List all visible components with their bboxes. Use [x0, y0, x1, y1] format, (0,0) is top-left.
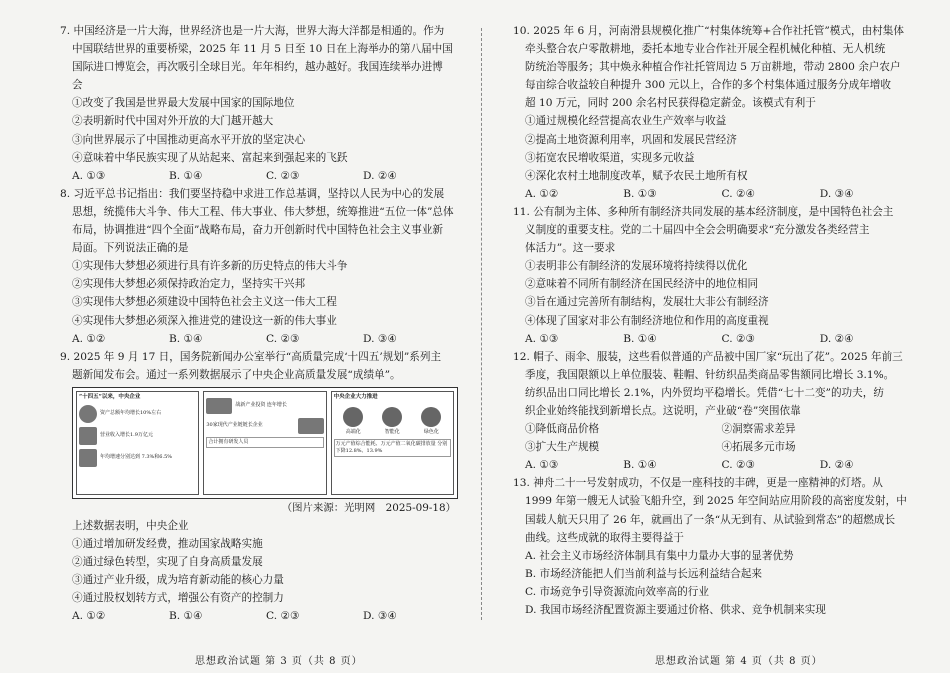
statement-item: ③实现伟大梦想必须建设中国特色社会主义这一伟大工程: [72, 296, 337, 309]
question-12-line: 季度，我国限额以上单位服装、鞋帽、针纺织品类商品零售额同比增长 3.1%。: [525, 368, 895, 381]
panel-title: 中央企业大力推进: [333, 393, 378, 400]
statement-item: ④深化农村土地制度改革，赋予农民土地所有权: [525, 169, 748, 182]
statement-item: ②提高土地资源利用率，巩固和发展民营经济: [525, 133, 737, 146]
factory-photo-icon: [206, 398, 232, 414]
question-10-line: 每亩综合收益较自种提升 300 元以上，合作的多个村集体通过服务分成年增收: [525, 79, 891, 92]
page-footer-right: 思想政治试题 第 4 页（共 8 页）: [655, 656, 823, 667]
question-11-line: 义制度的重要支柱。党的二十届四中全会会明确要求“充分激发各类经营主: [525, 224, 870, 237]
question-10: [513, 22, 918, 203]
option-d[interactable]: D. ③④: [363, 610, 397, 623]
question-13-line: 1999 年第一艘无人试验飞船升空，到 2025 年空间站应用阶段的高密度发射，中: [525, 495, 907, 508]
option-b[interactable]: B. ①④: [623, 332, 657, 345]
question-12-lead: 12. 帽子、雨伞、服装，这些看似普通的产品被中国厂家“玩出了花”。2025 年前三: [513, 350, 903, 363]
question-13-lead: 13. 神舟二十一号发射成功，不仅是一座科技的丰碑，更是一座精神的灯塔。从: [513, 477, 883, 490]
option-a[interactable]: A. ①②: [525, 187, 559, 200]
panel-text: 30家现代产业链链长企业: [206, 422, 263, 429]
option-c[interactable]: C. ②③: [266, 332, 300, 345]
left-column: [60, 22, 460, 626]
infographic-panel-1: [76, 391, 199, 495]
panel-text: 营业收入增长1.9万亿元: [100, 432, 153, 439]
question-9-lead: 9. 2025 年 9 月 17 日，国务院新闻办公室举行“高质量完成‘十四五’规划”系列主: [60, 350, 442, 363]
ship-icon: [343, 407, 363, 427]
question-7-line: 会: [72, 79, 83, 92]
question-12: [513, 348, 918, 475]
statement-item: ③旨在通过完善所有制结构，发展壮大非公有制经济: [525, 296, 769, 309]
question-7-line: 中国联结世界的重要桥梁，2025 年 11 月 5 日至 10 日在上海举办的第八届中国: [72, 43, 453, 56]
statement-item: ①通过规模化经营提高农业生产效率与收益: [525, 115, 727, 128]
option-a[interactable]: A. ①③: [72, 169, 106, 182]
statement-item: ①通过增加研发经费，推动国家战略实施: [72, 538, 263, 551]
question-11: [513, 203, 918, 348]
option-a[interactable]: A. 社会主义市场经济体制具有集中力量办大事的显著优势: [525, 549, 794, 562]
option-d[interactable]: D. ②④: [363, 169, 397, 182]
question-10-lead: 10. 2025 年 6 月，河南滑县规模化推广“村集体统筹+合作社托管”模式，由村集体: [513, 25, 904, 37]
statement-item: ①实现伟大梦想必须进行具有许多新的历史特点的伟大斗争: [72, 260, 348, 273]
statement-item: ②洞察需求差异: [721, 423, 796, 436]
option-a[interactable]: A. ①②: [72, 332, 106, 345]
answer-options: [513, 456, 918, 474]
robot-photo-icon: [298, 418, 324, 434]
statement-item: ④拓展多元市场: [721, 441, 796, 454]
question-8-lead: 8. 习近平总书记指出：我们要坚持稳中求进工作总基调，坚持以人民为中心的发展: [60, 187, 445, 200]
option-a[interactable]: A. ①②: [72, 610, 106, 623]
statement-item: ④通过股权划转方式，增强公有资产的控制力: [72, 592, 284, 605]
question-8-line: 思想，统揽伟大斗争、伟大工程、伟大事业、伟大梦想，统筹推进“五位一体”总体: [72, 205, 454, 218]
question-11-line: 体活力”。这一要求: [525, 242, 616, 255]
statement-item: ④体现了国家对非公有制经济地位和作用的高度重视: [525, 314, 769, 327]
question-8-line: 布局，协调推进“四个全面”战略布局，奋力开创新时代中国特色社会主义事业新: [72, 224, 444, 237]
coin-icon: [79, 427, 97, 445]
smart-item: [382, 407, 402, 436]
statement-item: ②表明新时代中国对外开放的大门越开越大: [72, 115, 274, 128]
growth-icon: [79, 449, 97, 467]
image-source: （图片来源：光明网 2025-09-18）: [281, 501, 456, 514]
question-8-line: 局面。下列说法正确的是: [72, 242, 189, 255]
panel-item: [206, 418, 323, 434]
statement-item: ③向世界展示了中国推动更高水平开放的坚定决心: [72, 133, 306, 146]
column-divider: [481, 28, 482, 620]
question-13-line: 曲线。这些成就的取得主要得益于: [525, 531, 684, 544]
option-d[interactable]: D. ③④: [363, 332, 397, 345]
data-infographic: [72, 387, 458, 499]
question-9-after: 上述数据表明，中央企业: [72, 519, 189, 532]
robot-icon: [382, 407, 402, 427]
question-13: [513, 474, 918, 619]
lightbulb-icon: [421, 407, 441, 427]
question-12-line: 纺织品出口同比增长 2.1%，内外贸均平稳增长。凭借“七十二变”的功夫，纺: [525, 386, 884, 399]
question-10-line: 牵头整合农户零散耕地，委托本地专业合作社开展全程机械化种植、无人机统: [525, 43, 886, 56]
answer-options: [513, 330, 918, 348]
question-7-line: 国际进口博览会，再次吸引全球目光。年年相约，越办越好。我国连续举办进博: [72, 61, 443, 74]
option-b[interactable]: B. ①③: [623, 187, 657, 200]
panel-box: 合计拥有研发人员: [206, 437, 323, 448]
option-b[interactable]: B. 市场经济能把人们当前利益与长远利益结合起来: [525, 567, 762, 580]
green-item: [421, 407, 441, 436]
statement-item: ④意味着中华民族实现了从站起来、富起来到强起来的飞跃: [72, 151, 348, 164]
statement-item: ③扩大生产规模: [525, 441, 600, 454]
question-10-line: 防统治等服务；其中焕永种植合作社托管周边 5 万亩耕地，带动 2800 余户农户: [525, 61, 901, 74]
statement-item: ②实现伟大梦想必须保持政治定力，坚持实干兴邦: [72, 278, 306, 291]
option-a[interactable]: A. ①③: [525, 332, 559, 345]
chart-icon: [79, 405, 97, 423]
question-10-line: 超 10 万元，同时 200 余名村民获得稳定薪金。该模式有利于: [525, 97, 816, 110]
icon-label: 绿色化: [423, 428, 439, 435]
question-9-line: 题新闻发布会。通过一系列数据展示了中央企业高质量发展“成绩单”。: [72, 368, 401, 381]
option-c[interactable]: C. ②③: [721, 459, 755, 472]
icon-row: [334, 407, 451, 436]
answer-options: [60, 167, 460, 185]
statement-item: ①改变了我国是世界最大发展中国家的国际地位: [72, 97, 295, 110]
option-d[interactable]: D. ③④: [819, 187, 854, 200]
icon-label: 智能化: [384, 428, 400, 435]
option-a[interactable]: A. ①③: [525, 459, 559, 472]
question-12-line: 织企业始终能找到新增长点。这说明，产业破“卷”突围依靠: [525, 404, 801, 417]
statement-item: ③通过产业升级，成为培育新动能的核心力量: [72, 574, 284, 587]
option-c[interactable]: C. 市场竞争引导资源流向效率高的行业: [525, 585, 709, 598]
question-11-lead: 11. 公有制为主体、多种所有制经济共同发展的基本经济制度，是中国特色社会主: [513, 205, 894, 218]
statement-item: ④实现伟大梦想必须深入推进党的建设这一新的伟大事业: [72, 314, 337, 327]
option-d[interactable]: D. 我国市场经济配置资源主要通过价格、供求、竞争机制来实现: [525, 604, 826, 616]
infographic-panel-3: [331, 391, 454, 495]
option-c[interactable]: C. ②③: [266, 169, 300, 182]
option-b[interactable]: B. ①④: [169, 332, 203, 345]
option-c[interactable]: C. ②③: [721, 332, 755, 345]
panel-text: 年均增速分别达到 7.3%和6.5%: [100, 454, 172, 461]
icon-label: 高端化: [345, 428, 361, 435]
question-13-line: 国载人航天只用了 26 年，就画出了一条“从无到有、从试验到常态”的超燃成长: [525, 513, 896, 526]
panel-text: 战新产业投资 连年增长: [235, 402, 287, 409]
question-8: [60, 185, 460, 348]
question-7-lead: 7. 中国经济是一片大海，世界经济也是一片大海，世界大海大洋都是相通的。作为: [60, 25, 445, 37]
option-b[interactable]: B. ①④: [169, 169, 203, 182]
panel-item: [206, 398, 323, 414]
question-9: [60, 348, 460, 626]
answer-options: [60, 607, 460, 625]
statement-item: ②通过绿色转型，实现了自身高质量发展: [72, 556, 263, 569]
statement-item: ②意味着不同所有制经济在国民经济中的地位相同: [525, 278, 759, 291]
panel-item: [79, 449, 196, 467]
statement-item: ③拓宽农民增收渠道，实现多元收益: [525, 151, 695, 164]
infographic-panel-2: [203, 391, 326, 495]
panel-item: [79, 405, 196, 423]
option-d[interactable]: D. ②④: [819, 332, 854, 345]
panel-box: 万元产值综合能耗、万元产值二氧化碳排放量 分别下降12.8%、13.9%: [334, 439, 451, 457]
panel-item: [79, 427, 196, 445]
option-b[interactable]: B. ①④: [623, 459, 657, 472]
statement-row: [513, 420, 918, 438]
high-end-item: [343, 407, 363, 436]
statement-row: [513, 438, 918, 456]
option-d[interactable]: D. ②④: [819, 459, 854, 472]
answer-options: [513, 185, 918, 203]
question-7: [60, 22, 460, 185]
panel-title: “十四五”以来，中央企业: [79, 393, 141, 400]
option-c[interactable]: C. ②④: [721, 187, 755, 200]
statement-item: ①降低商品价格: [525, 423, 600, 436]
statement-item: ①表明非公有制经济的发展环境将持续得以优化: [525, 260, 748, 273]
panel-text: 资产总额年均增长10%左右: [100, 410, 162, 417]
answer-options: [60, 330, 460, 348]
page-footer-left: 思想政治试题 第 3 页（共 8 页）: [195, 656, 363, 667]
option-b[interactable]: B. ①④: [169, 610, 203, 623]
right-column: [513, 22, 918, 619]
option-c[interactable]: C. ②③: [266, 610, 300, 623]
